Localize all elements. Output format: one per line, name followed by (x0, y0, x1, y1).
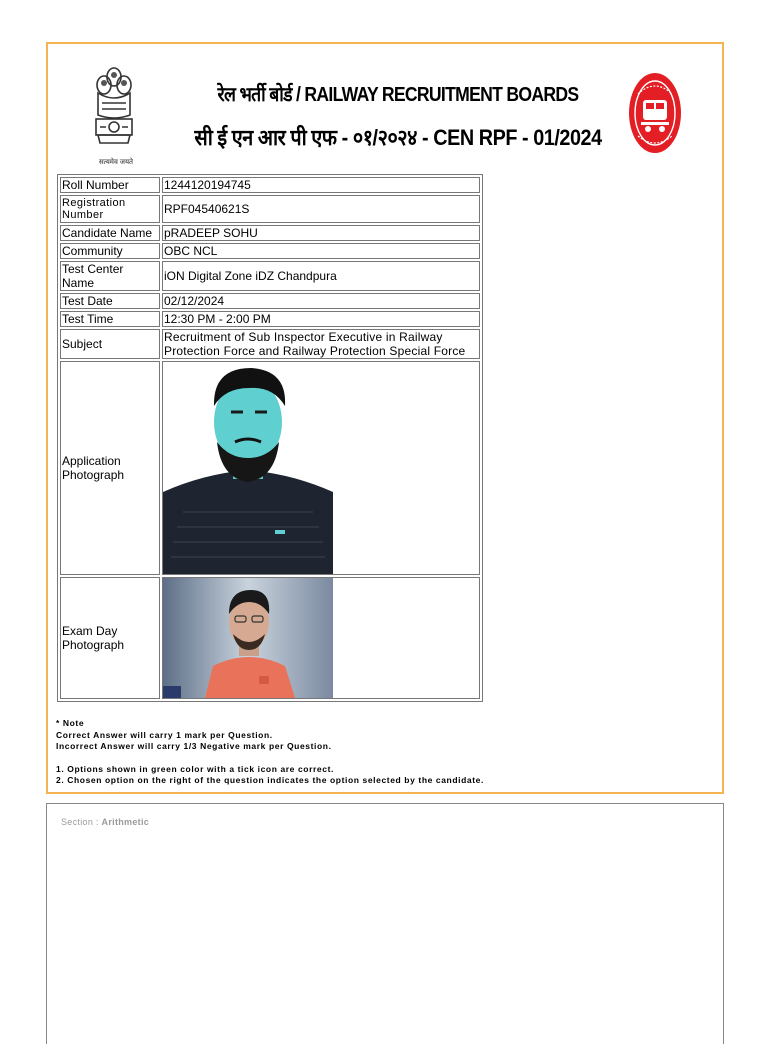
note-heading: * Note (56, 718, 85, 728)
response-sheet-card (46, 42, 724, 794)
notes-block (56, 718, 484, 787)
application-photo-label: Application Photograph (60, 361, 160, 575)
table-row (60, 329, 480, 359)
note-line: 2. Chosen option on the right of the question indicates the option selected by the candidate. (56, 775, 484, 785)
table-row (60, 177, 480, 193)
note-line: Incorrect Answer will carry 1/3 Negative mark per Question. (56, 741, 332, 751)
exam-day-photo-cell (162, 577, 480, 699)
table-row (60, 261, 480, 291)
table-row (60, 293, 480, 309)
page-header (48, 44, 722, 174)
row-label: Candidate Name (60, 225, 160, 241)
row-label: Community (60, 243, 160, 259)
subject-value: Recruitment of Sub Inspector Executive in Railway Protection Force and Railway Protection Special Force (162, 329, 480, 359)
row-label: Subject (60, 329, 160, 359)
section-panel (46, 803, 724, 1044)
exam-title: सी ई एन आर पी एफ - ०१/२०२४ - CEN RPF - 01/2024 (194, 125, 602, 150)
table-row (60, 311, 480, 327)
test-center-value: iON Digital Zone iDZ Chandpura (162, 261, 480, 291)
emblem-caption: सत्यमेव जयते (98, 159, 134, 166)
exam-day-photo-label: Exam Day Photograph (60, 577, 160, 699)
test-date-value: 02/12/2024 (162, 293, 480, 309)
table-row (60, 243, 480, 259)
row-label: Registration Number (60, 195, 160, 223)
row-label: Test Time (60, 311, 160, 327)
row-label: Test Center Name (60, 261, 160, 291)
candidate-name-value: pRADEEP SOHU (162, 225, 480, 241)
indian-railways-logo-icon (628, 72, 682, 154)
registration-number-value: RPF04540621S (162, 195, 480, 223)
section-label (61, 817, 149, 827)
roll-number-value: 1244120194745 (162, 177, 480, 193)
section-name: Arithmetic (101, 817, 150, 827)
application-photograph (163, 362, 333, 574)
row-label: Roll Number (60, 177, 160, 193)
community-value: OBC NCL (162, 243, 480, 259)
section-prefix: Section : (61, 817, 99, 827)
exam-day-photograph (163, 578, 333, 698)
page-title: रेल भर्ती बोर्ड / RAILWAY RECRUITMENT BOARDS (217, 84, 579, 106)
application-photo-cell (162, 361, 480, 575)
table-row (60, 195, 480, 223)
table-row (60, 225, 480, 241)
table-row (60, 577, 480, 699)
row-label: Test Date (60, 293, 160, 309)
national-emblem-icon (92, 58, 136, 168)
note-line: 1. Options shown in green color with a tick icon are correct. (56, 763, 334, 774)
note-line: Correct Answer will carry 1 mark per Question. (56, 729, 273, 740)
candidate-details-table (57, 174, 483, 702)
table-row (60, 361, 480, 575)
test-time-value: 12:30 PM - 2:00 PM (162, 311, 480, 327)
